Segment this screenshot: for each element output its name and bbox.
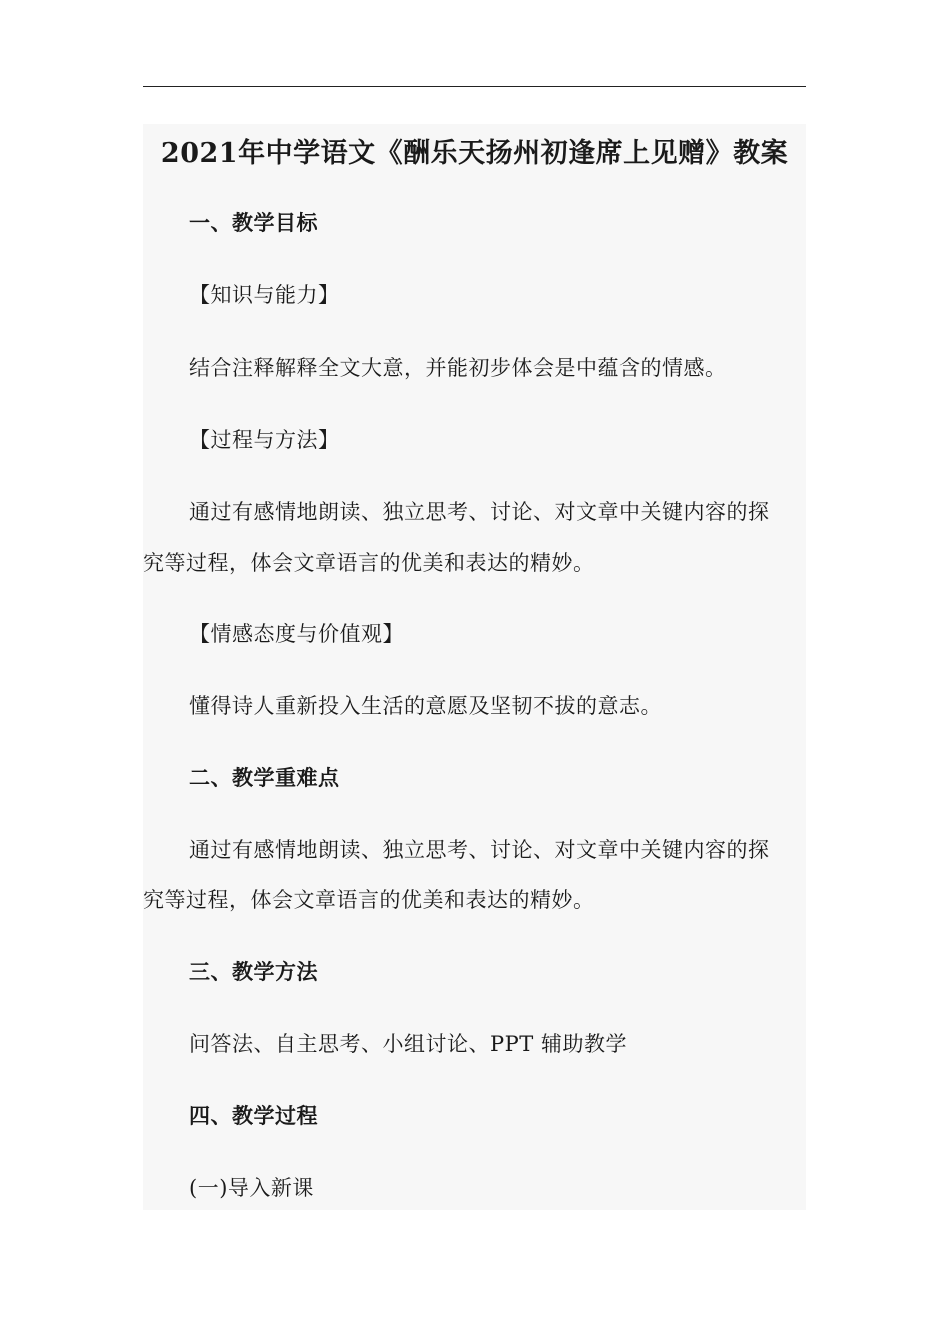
paragraph-process-line2: 究等过程，体会文章语言的优美和表达的精妙。 — [143, 551, 595, 575]
document-title: 2021年中学语文《酬乐天扬州初逢席上见赠》教案 — [160, 138, 789, 169]
paragraph-knowledge: 结合注释解释全文大意，并能初步体会是中蕴含的情感。 — [189, 356, 727, 380]
header-rule — [143, 86, 806, 87]
paragraph-key-line1: 通过有感情地朗读、独立思考、讨论、对文章中关键内容的探 — [189, 838, 770, 862]
paragraph-key-line2: 究等过程，体会文章语言的优美和表达的精妙。 — [143, 888, 595, 912]
section-heading-objectives: 一、教学目标 — [189, 210, 318, 235]
section-heading-methods: 三、教学方法 — [189, 959, 318, 984]
paragraph-methods: 问答法、自主思考、小组讨论、PPT 辅助教学 — [189, 1032, 627, 1056]
paragraph-emotion: 懂得诗人重新投入生活的意愿及坚韧不拔的意志。 — [189, 694, 662, 718]
label-process-method: 【过程与方法】 — [189, 428, 340, 452]
section-heading-process: 四、教学过程 — [189, 1103, 318, 1128]
paragraph-process-line1: 通过有感情地朗读、独立思考、讨论、对文章中关键内容的探 — [189, 500, 770, 524]
section-heading-key-points: 二、教学重难点 — [189, 765, 340, 790]
paragraph-step1: (一)导入新课 — [189, 1176, 314, 1200]
document-page — [143, 124, 806, 1210]
label-emotion-values: 【情感态度与价值观】 — [189, 622, 404, 646]
label-knowledge-ability: 【知识与能力】 — [189, 283, 340, 307]
